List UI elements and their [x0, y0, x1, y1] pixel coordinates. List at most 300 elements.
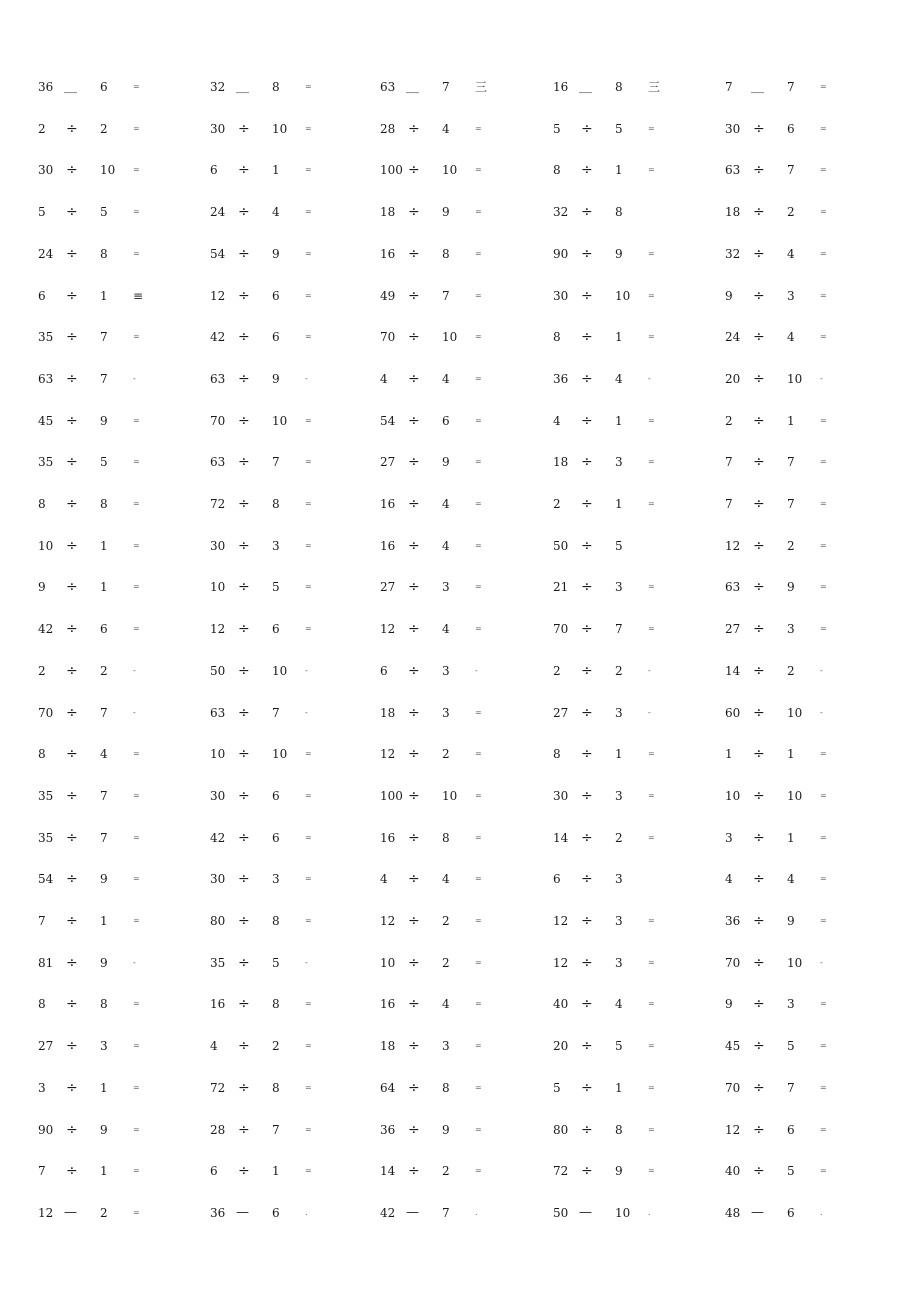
dividend: 40: [553, 997, 569, 1012]
operator-sign: ÷: [581, 287, 593, 304]
equals-sign: =: [133, 874, 140, 884]
equals-sign: =: [305, 832, 312, 842]
divisor: 4: [615, 997, 623, 1012]
dividend: 30: [210, 538, 226, 553]
division-problem: [380, 244, 540, 264]
divisor: 4: [272, 205, 280, 220]
division-problem: [38, 1120, 198, 1140]
operator-sign: ÷: [238, 704, 250, 721]
dividend: 14: [380, 1164, 396, 1179]
division-problem: [725, 1078, 885, 1098]
divisor: 1: [100, 1164, 108, 1179]
divisor: 9: [442, 1122, 450, 1137]
equals-sign: =: [475, 999, 482, 1009]
equals-sign: =: [648, 790, 655, 800]
division-problem: [553, 911, 713, 931]
divisor: 7: [787, 455, 795, 470]
dividend: 49: [380, 288, 396, 303]
divisor: 9: [100, 413, 108, 428]
divisor: 8: [100, 246, 108, 261]
equals-sign: =: [820, 82, 827, 91]
equals-sign: =: [133, 1124, 140, 1134]
divisor: 5: [272, 580, 280, 595]
operator-sign: ÷: [408, 1038, 420, 1055]
divisor: 3: [615, 580, 623, 595]
divisor: 9: [787, 914, 795, 928]
dividend: 54: [38, 872, 54, 887]
division-problem: [210, 494, 370, 514]
dividend: 12: [553, 914, 569, 928]
division-problem: [725, 119, 885, 139]
division-problem: [38, 1078, 198, 1098]
divisor: 5: [615, 538, 623, 553]
division-problem: [725, 869, 885, 889]
equals-sign: =: [475, 540, 482, 550]
equals-sign: =: [648, 165, 655, 175]
divisor: 10: [787, 955, 803, 970]
dividend: 8: [553, 747, 561, 762]
dividend: 30: [725, 121, 741, 136]
equals-sign: =: [820, 790, 827, 800]
equals-sign: =: [133, 916, 140, 925]
operator-sign: ÷: [753, 1163, 765, 1180]
divisor: 10: [100, 163, 116, 178]
operator-sign: ÷: [753, 120, 765, 137]
division-problem: [380, 911, 540, 931]
division-problem: [210, 119, 370, 139]
equals-sign: =: [820, 165, 827, 175]
equals-sign: =: [305, 749, 312, 759]
dividend: 8: [38, 747, 46, 762]
dividend: 18: [380, 205, 396, 220]
divisor: 7: [272, 1122, 280, 1137]
equals-sign: =: [475, 1041, 482, 1051]
divisor: 1: [100, 580, 108, 595]
operator-sign: ÷: [581, 954, 593, 971]
dividend: 30: [210, 788, 226, 803]
operator-sign: ÷: [408, 996, 420, 1013]
operator-sign: ÷: [238, 537, 250, 554]
operator-sign: ÷: [66, 287, 78, 304]
dividend: 70: [725, 955, 741, 970]
dividend: 60: [725, 705, 741, 720]
dividend: 12: [380, 747, 396, 762]
equals-sign: -: [133, 707, 136, 717]
dividend: 16: [380, 538, 396, 553]
equals-sign: =: [133, 624, 140, 634]
divisor: 1: [787, 830, 795, 845]
equals-sign: =: [648, 123, 655, 133]
dividend: 16: [380, 997, 396, 1012]
dividend: 2: [38, 121, 46, 136]
dividend: 35: [38, 455, 54, 470]
divisor: 2: [442, 914, 450, 928]
division-problem: [210, 744, 370, 764]
dividend: 40: [725, 1164, 741, 1179]
dividend: 20: [725, 371, 741, 386]
operator-sign: ÷: [581, 412, 593, 429]
equals-sign: =: [305, 123, 312, 133]
dividend: 12: [725, 1122, 741, 1137]
division-problem: [553, 286, 713, 306]
equals-sign: .: [305, 1207, 308, 1217]
operator-sign: ÷: [581, 996, 593, 1013]
division-problem: [380, 994, 540, 1014]
operator-sign: ÷: [408, 245, 420, 262]
division-problem: [38, 1203, 198, 1223]
divisor: 10: [787, 788, 803, 803]
dividend: 21: [553, 580, 569, 595]
operator-sign: ÷: [408, 621, 420, 638]
divisor: 9: [272, 246, 280, 261]
dividend: 10: [210, 747, 226, 762]
equals-sign: -: [820, 373, 823, 383]
divisor: 6: [272, 788, 280, 803]
divisor: 4: [442, 497, 450, 511]
operator-sign: __: [579, 79, 592, 94]
division-problem: [38, 369, 198, 389]
operator-sign: ÷: [408, 704, 420, 721]
operator-sign: ÷: [66, 204, 78, 221]
division-problem: [210, 577, 370, 597]
division-problem: [380, 536, 540, 556]
equals-sign: =: [475, 749, 482, 759]
dividend: 18: [553, 455, 569, 470]
dividend: 50: [553, 538, 569, 553]
dividend: 48: [725, 1205, 741, 1220]
division-problem: [210, 452, 370, 472]
equals-sign: =: [133, 1082, 140, 1092]
equals-sign: .: [648, 1207, 651, 1217]
operator-sign: ÷: [581, 746, 593, 763]
operator-sign: ÷: [66, 871, 78, 888]
division-problem: [210, 369, 370, 389]
division-problem: [380, 953, 540, 973]
equals-sign: =: [133, 207, 140, 217]
dividend: 36: [210, 1205, 226, 1220]
division-problem: [725, 202, 885, 222]
divisor: 9: [442, 205, 450, 220]
equals-sign: -: [648, 665, 651, 675]
operator-sign: ÷: [66, 954, 78, 971]
equals-sign: =: [133, 457, 140, 467]
operator-sign: ÷: [66, 1079, 78, 1096]
divisor: 2: [442, 1164, 450, 1179]
division-problem: [210, 77, 370, 97]
division-problem: [210, 1203, 370, 1223]
operator-sign: ÷: [581, 370, 593, 387]
operator-sign: ÷: [238, 162, 250, 179]
equals-sign: ≡: [133, 288, 144, 303]
division-problem: [725, 160, 885, 180]
operator-sign: ÷: [581, 662, 593, 679]
operator-sign: ÷: [408, 579, 420, 596]
operator-sign: ÷: [408, 746, 420, 763]
division-problem: [380, 327, 540, 347]
equals-sign: =: [648, 957, 655, 967]
operator-sign: ÷: [238, 1038, 250, 1055]
division-problem: [553, 703, 713, 723]
operator-sign: ÷: [753, 662, 765, 679]
operator-sign: ÷: [753, 787, 765, 804]
divisor: 10: [272, 121, 288, 136]
divisor: 1: [787, 747, 795, 762]
dividend: 36: [38, 80, 54, 94]
divisor: 2: [787, 538, 795, 553]
division-problem: [38, 286, 198, 306]
dividend: 10: [725, 788, 741, 803]
operator-sign: ÷: [66, 787, 78, 804]
equals-sign: =: [305, 457, 312, 467]
equals-sign: =: [475, 290, 482, 300]
operator-sign: ÷: [753, 829, 765, 846]
dividend: 12: [553, 955, 569, 970]
division-problem: [210, 869, 370, 889]
equals-sign: =: [475, 957, 482, 967]
divisor: 7: [787, 497, 795, 511]
divisor: 3: [100, 1039, 108, 1054]
division-problem: [210, 202, 370, 222]
dividend: 30: [38, 163, 54, 178]
dividend: 12: [725, 538, 741, 553]
divisor: 10: [787, 705, 803, 720]
dividend: 28: [210, 1122, 226, 1137]
division-problem: [210, 411, 370, 431]
dividend: 70: [38, 705, 54, 720]
dividend: 81: [38, 955, 54, 970]
division-problem: [380, 703, 540, 723]
division-problem: [725, 286, 885, 306]
operator-sign: ÷: [581, 329, 593, 346]
operator-sign: ÷: [238, 287, 250, 304]
dividend: 8: [38, 997, 46, 1012]
divisor: 7: [787, 163, 795, 178]
division-problem: [380, 828, 540, 848]
equals-sign: =: [305, 248, 312, 258]
equals-sign: -: [820, 707, 823, 717]
equals-sign: -: [305, 707, 308, 717]
dividend: 42: [380, 1205, 396, 1220]
dividend: 9: [725, 997, 733, 1012]
divisor: 8: [272, 914, 280, 928]
equals-sign: =: [133, 165, 140, 175]
equals-sign: =: [305, 415, 312, 425]
division-problem: [725, 1036, 885, 1056]
equals-sign: -: [648, 707, 651, 717]
operator-sign: ÷: [66, 1163, 78, 1180]
division-problem: [38, 536, 198, 556]
division-problem: [380, 494, 540, 514]
division-problem: [725, 744, 885, 764]
division-problem: [725, 369, 885, 389]
divisor: 2: [615, 830, 623, 845]
divisor: 4: [787, 872, 795, 887]
division-problem: [553, 160, 713, 180]
division-problem: [553, 744, 713, 764]
operator-sign: ÷: [66, 537, 78, 554]
division-problem: [38, 1161, 198, 1181]
division-problem: [725, 661, 885, 681]
divisor: 2: [442, 955, 450, 970]
divisor: 3: [615, 788, 623, 803]
division-problem: [38, 494, 198, 514]
equals-sign: =: [475, 499, 482, 508]
division-problem: [380, 1161, 540, 1181]
division-problem: [380, 1036, 540, 1056]
dividend: 8: [38, 497, 46, 511]
equals-sign: -: [133, 373, 136, 383]
operator-sign: ÷: [408, 1121, 420, 1138]
equals-sign: =: [475, 832, 482, 842]
equals-sign: =: [475, 916, 482, 925]
equals-sign: =: [305, 1041, 312, 1051]
operator-sign: ÷: [66, 913, 78, 929]
operator-sign: ÷: [753, 579, 765, 596]
divisor: 3: [615, 872, 623, 887]
dividend: 72: [553, 1164, 569, 1179]
division-problem: [380, 369, 540, 389]
divisor: 7: [100, 830, 108, 845]
dividend: 2: [38, 663, 46, 678]
operator-sign: ÷: [238, 412, 250, 429]
dividend: 4: [380, 872, 388, 887]
dividend: 30: [553, 288, 569, 303]
division-problem: [553, 536, 713, 556]
divisor: 9: [100, 955, 108, 970]
operator-sign: ÷: [753, 1038, 765, 1055]
divisor: 3: [615, 914, 623, 928]
division-problem: [210, 1078, 370, 1098]
dividend: 27: [380, 455, 396, 470]
dividend: 70: [210, 413, 226, 428]
division-problem: [553, 494, 713, 514]
operator-sign: ÷: [408, 662, 420, 679]
dividend: 16: [380, 497, 396, 511]
division-problem: [210, 244, 370, 264]
divisor: 8: [442, 1080, 450, 1095]
equals-sign: -: [820, 957, 823, 967]
operator-sign: ÷: [581, 1163, 593, 1180]
equals-sign: 三: [475, 80, 488, 94]
equals-sign: =: [648, 415, 655, 425]
divisor: 2: [787, 205, 795, 220]
dividend: 10: [38, 538, 54, 553]
divisor: 7: [787, 80, 795, 94]
operator-sign: ÷: [66, 454, 78, 471]
operator-sign: ÷: [238, 1163, 250, 1180]
operator-sign: ÷: [66, 621, 78, 638]
division-problem: [725, 619, 885, 639]
divisor: 10: [442, 330, 458, 345]
divisor: 1: [615, 330, 623, 345]
division-problem: [380, 411, 540, 431]
dividend: 3: [38, 1080, 46, 1095]
divisor: 6: [787, 1122, 795, 1137]
equals-sign: =: [133, 1041, 140, 1051]
operator-sign: ÷: [408, 370, 420, 387]
divisor: 1: [787, 413, 795, 428]
dividend: 2: [553, 663, 561, 678]
division-problem: [210, 703, 370, 723]
divisor: 8: [615, 80, 623, 94]
dividend: 6: [210, 163, 218, 178]
equals-sign: =: [820, 999, 827, 1009]
division-problem: [553, 1120, 713, 1140]
dividend: 7: [725, 497, 733, 511]
division-problem: [38, 994, 198, 1014]
equals-sign: =: [820, 916, 827, 925]
divisor: 9: [615, 1164, 623, 1179]
division-problem: [380, 119, 540, 139]
equals-sign: =: [475, 874, 482, 884]
equals-sign: =: [133, 832, 140, 842]
equals-sign: =: [820, 207, 827, 217]
equals-sign: =: [648, 457, 655, 467]
division-problem: [553, 994, 713, 1014]
division-problem: [210, 536, 370, 556]
operator-sign: ÷: [408, 120, 420, 137]
dividend: 70: [553, 622, 569, 637]
operator-sign: ÷: [581, 204, 593, 221]
operator-sign: ÷: [238, 1079, 250, 1096]
equals-sign: =: [475, 707, 482, 717]
division-problem: [553, 1078, 713, 1098]
equals-sign: =: [475, 790, 482, 800]
dividend: 14: [553, 830, 569, 845]
divisor: 10: [787, 371, 803, 386]
division-problem: [38, 77, 198, 97]
divisor: 9: [100, 872, 108, 887]
equals-sign: =: [820, 624, 827, 634]
divisor: 8: [442, 830, 450, 845]
operator-sign: ÷: [753, 412, 765, 429]
dividend: 90: [38, 1122, 54, 1137]
operator-sign: ÷: [408, 871, 420, 888]
operator-sign: ÷: [408, 829, 420, 846]
operator-sign: ÷: [581, 829, 593, 846]
divisor: 4: [787, 246, 795, 261]
divisor: 8: [442, 246, 450, 261]
dividend: 63: [725, 163, 741, 178]
equals-sign: =: [820, 457, 827, 467]
equals-sign: =: [648, 1041, 655, 1051]
divisor: 7: [100, 788, 108, 803]
dividend: 32: [210, 80, 226, 94]
equals-sign: =: [475, 1082, 482, 1092]
division-problem: [553, 202, 713, 222]
operator-sign: ÷: [238, 829, 250, 846]
divisor: 10: [272, 413, 288, 428]
equals-sign: =: [475, 1166, 482, 1176]
division-problem: [380, 577, 540, 597]
dividend: 2: [725, 413, 733, 428]
equals-sign: =: [305, 916, 312, 925]
dividend: 10: [210, 580, 226, 595]
equals-sign: =: [305, 999, 312, 1009]
divisor: 3: [787, 997, 795, 1012]
divisor: 4: [442, 872, 450, 887]
operator-sign: ÷: [66, 162, 78, 179]
equals-sign: =: [133, 790, 140, 800]
equals-sign: .: [820, 1207, 823, 1217]
dividend: 16: [380, 830, 396, 845]
operator-sign: —: [406, 1204, 419, 1220]
divisor: 6: [272, 1205, 280, 1220]
equals-sign: .: [475, 1207, 478, 1217]
equals-sign: =: [305, 1166, 312, 1176]
divisor: 1: [100, 538, 108, 553]
division-problem: [725, 77, 885, 97]
